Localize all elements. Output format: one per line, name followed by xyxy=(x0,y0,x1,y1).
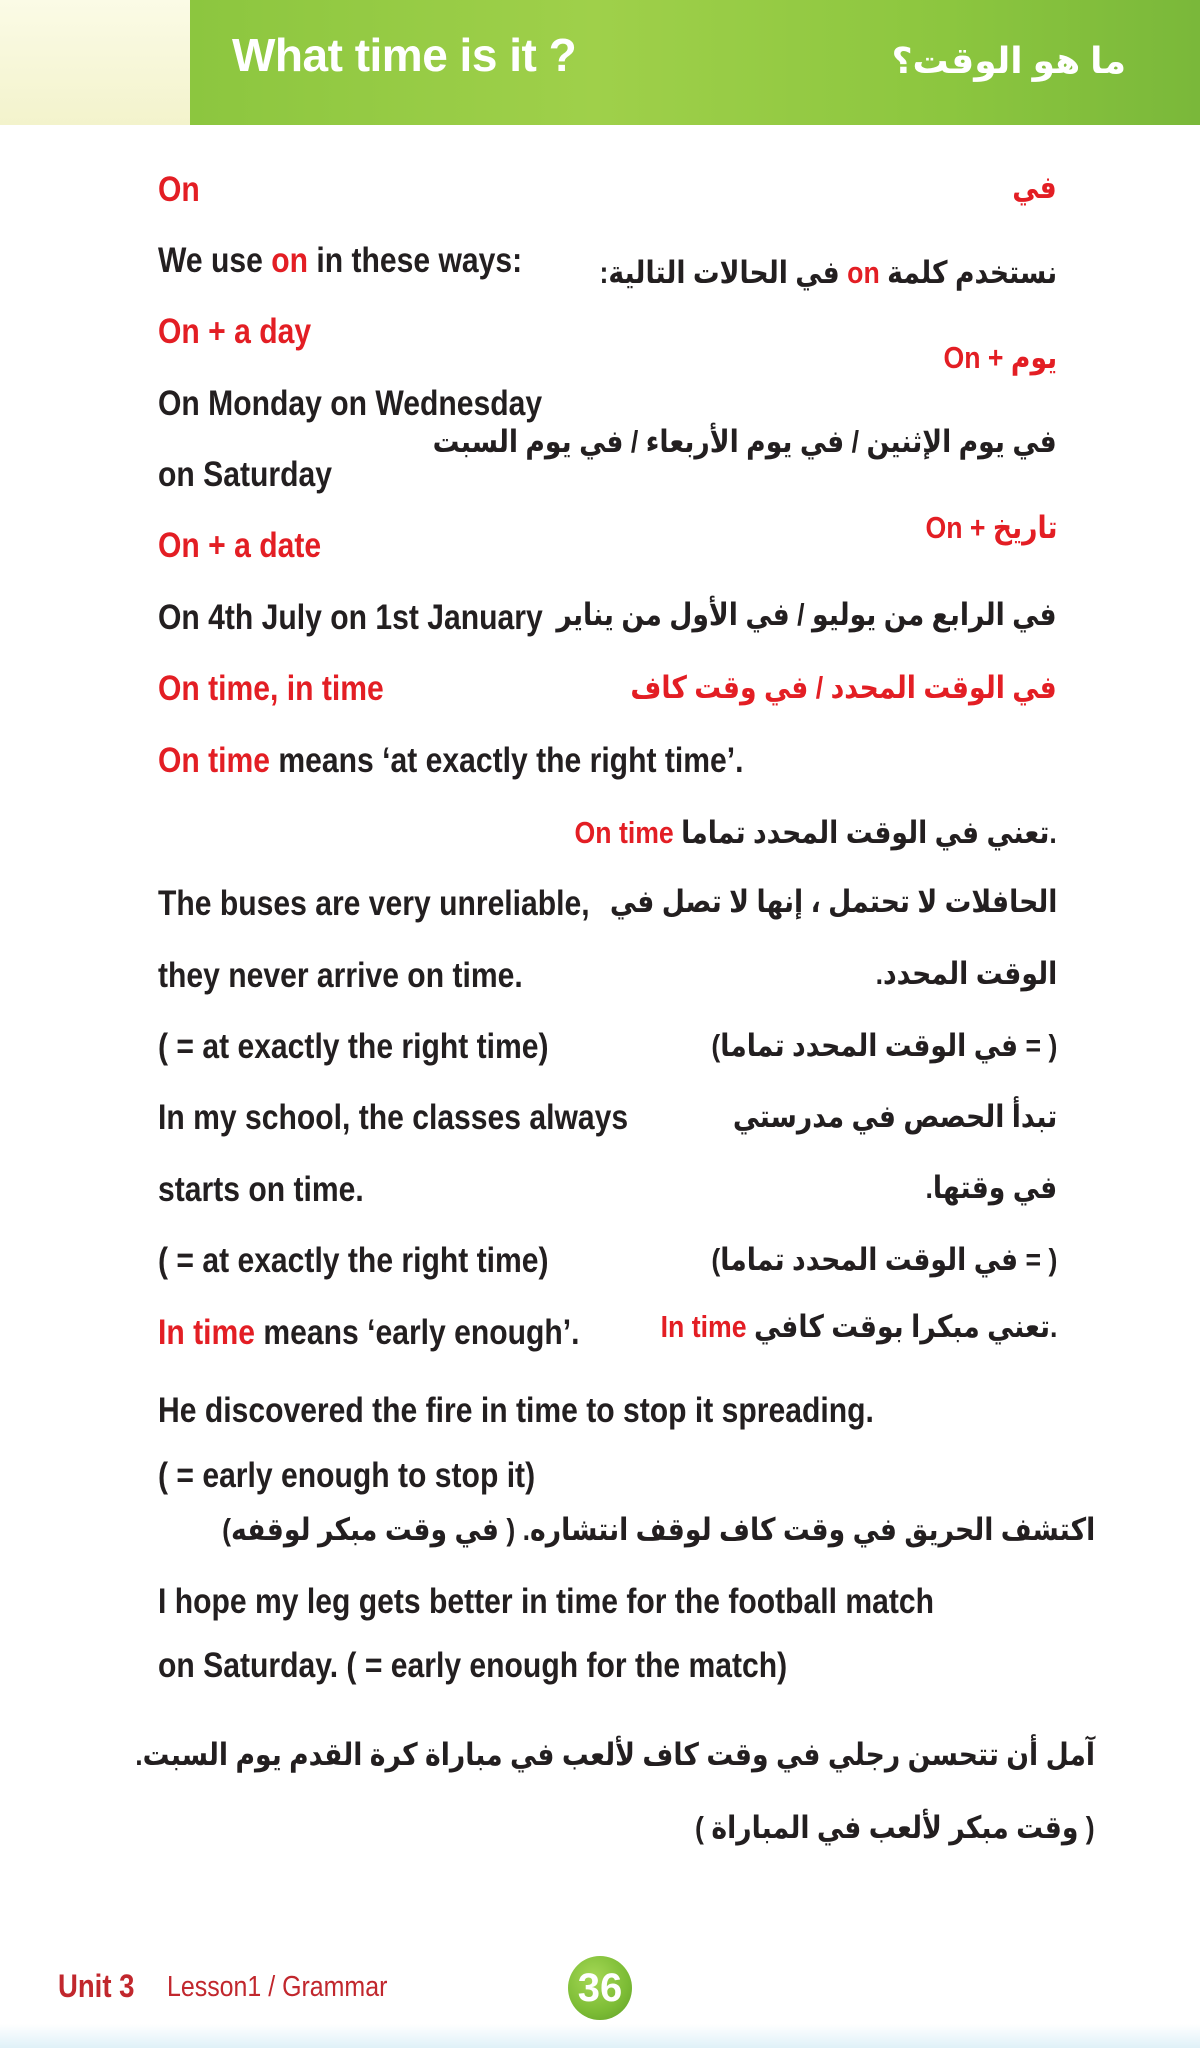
gloss-exactly-right-time-arabic: ( = في الوقت المحدد تماما) xyxy=(710,1028,1057,1063)
keyword-on-time: On time xyxy=(158,741,271,780)
example-buses-line1: The buses are very unreliable, xyxy=(158,884,590,923)
keyword-in-time: In time xyxy=(158,1313,256,1352)
keyword-on-time-arabic-line: On time xyxy=(574,815,674,850)
gloss-exactly-right-time: ( = at exactly the right time) xyxy=(158,1027,549,1066)
rule-on-day-arabic: On + يوم xyxy=(943,340,1057,375)
example-saturday: on Saturday xyxy=(158,455,332,494)
gloss-exactly-right-time-2-arabic: ( = في الوقت المحدد تماما) xyxy=(710,1242,1057,1277)
example-school-line1: In my school, the classes always xyxy=(158,1098,629,1137)
rule-on-time-in-time: On time, in time xyxy=(158,669,384,708)
page-footer xyxy=(0,1950,1200,2048)
in-time-definition-arabic-text: تعني مبكرا بوقت كافي. xyxy=(746,1309,1057,1344)
page-header xyxy=(0,0,1200,125)
keyword-in-time-arabic-line: In time xyxy=(660,1309,747,1344)
example-buses-arabic-line1: الحافلات لا تحتمل ، إنها لا تصل في xyxy=(609,884,1057,919)
footer-bar xyxy=(0,2024,1200,2048)
unit-label: Unit 3 xyxy=(58,1968,135,2004)
in-time-definition-arabic xyxy=(660,1309,1057,1345)
usage-intro-arabic-part: نستخدم كلمة xyxy=(879,255,1057,290)
on-time-definition-arabic xyxy=(575,815,1057,851)
example-dates-arabic: في الرابع من يوليو / في الأول من يناير xyxy=(556,597,1057,632)
example-dates: On 4th July on 1st January xyxy=(158,598,543,637)
example-school-arabic-line2: في وقتها. xyxy=(925,1170,1057,1205)
in-time-definition-text: means ‘early enough’. xyxy=(255,1313,580,1352)
usage-intro-arabic xyxy=(599,255,1057,291)
in-time-definition xyxy=(158,1313,580,1353)
gloss-early-enough-match-arabic: ( وقت مبكر لألعب في المباراة ) xyxy=(695,1810,1095,1845)
example-school-line2: starts on time. xyxy=(158,1170,364,1209)
usage-intro-part: We use xyxy=(158,241,272,280)
on-time-definition-arabic-text: تعني في الوقت المحدد تماما. xyxy=(673,815,1057,850)
example-buses-arabic-line2: الوقت المحدد. xyxy=(875,956,1057,991)
example-days: On Monday on Wednesday xyxy=(158,384,543,423)
gloss-early-enough-stop: ( = early enough to stop it) xyxy=(158,1456,536,1495)
rule-on-time-in-time-arabic: في الوقت المحدد / في وقت كاف xyxy=(630,670,1057,705)
example-football-line1: I hope my leg gets better in time for the football match xyxy=(158,1582,935,1621)
page-number-badge: 36 xyxy=(568,1956,632,2020)
section-heading-on-arabic: في xyxy=(1012,170,1057,205)
usage-intro-arabic-part: في الحالات التالية: xyxy=(599,255,847,290)
keyword-on: on xyxy=(271,241,308,280)
on-time-definition-text: means ‘at exactly the right time’. xyxy=(270,741,744,780)
example-buses-line2: they never arrive on time. xyxy=(158,956,523,995)
example-fire: He discovered the fire in time to stop it spreading. xyxy=(158,1391,874,1430)
example-fire-arabic: اكتشف الحريق في وقت كاف لوقف انتشاره. ( في وقت مبكر لوقفه) xyxy=(221,1512,1095,1547)
keyword-on-arabic-line: on xyxy=(846,255,880,290)
rule-on-date-arabic: On + تاريخ xyxy=(924,510,1057,545)
example-days-arabic: في يوم الإثنين / في يوم الأربعاء / في يوم السبت xyxy=(432,424,1057,459)
usage-intro-part: in these ways: xyxy=(307,241,523,280)
lesson-label: Lesson1 / Grammar xyxy=(167,1971,388,2003)
page-title-arabic: ما هو الوقت؟ xyxy=(891,40,1126,81)
rule-on-day: On + a day xyxy=(158,312,312,351)
on-time-definition xyxy=(158,741,743,781)
example-football-arabic: آمل أن تتحسن رجلي في وقت كاف لألعب في مباراة كرة القدم يوم السبت. xyxy=(135,1737,1095,1772)
usage-intro xyxy=(158,241,522,281)
page-title: What time is it ? xyxy=(232,29,577,81)
example-football-line2: on Saturday. ( = early enough for the match) xyxy=(158,1646,788,1685)
section-heading-on: On xyxy=(158,170,200,209)
header-left-panel xyxy=(0,0,190,125)
example-school-arabic-line1: تبدأ الحصص في مدرستي xyxy=(732,1099,1057,1134)
gloss-exactly-right-time-2: ( = at exactly the right time) xyxy=(158,1241,549,1280)
rule-on-date: On + a date xyxy=(158,526,322,565)
